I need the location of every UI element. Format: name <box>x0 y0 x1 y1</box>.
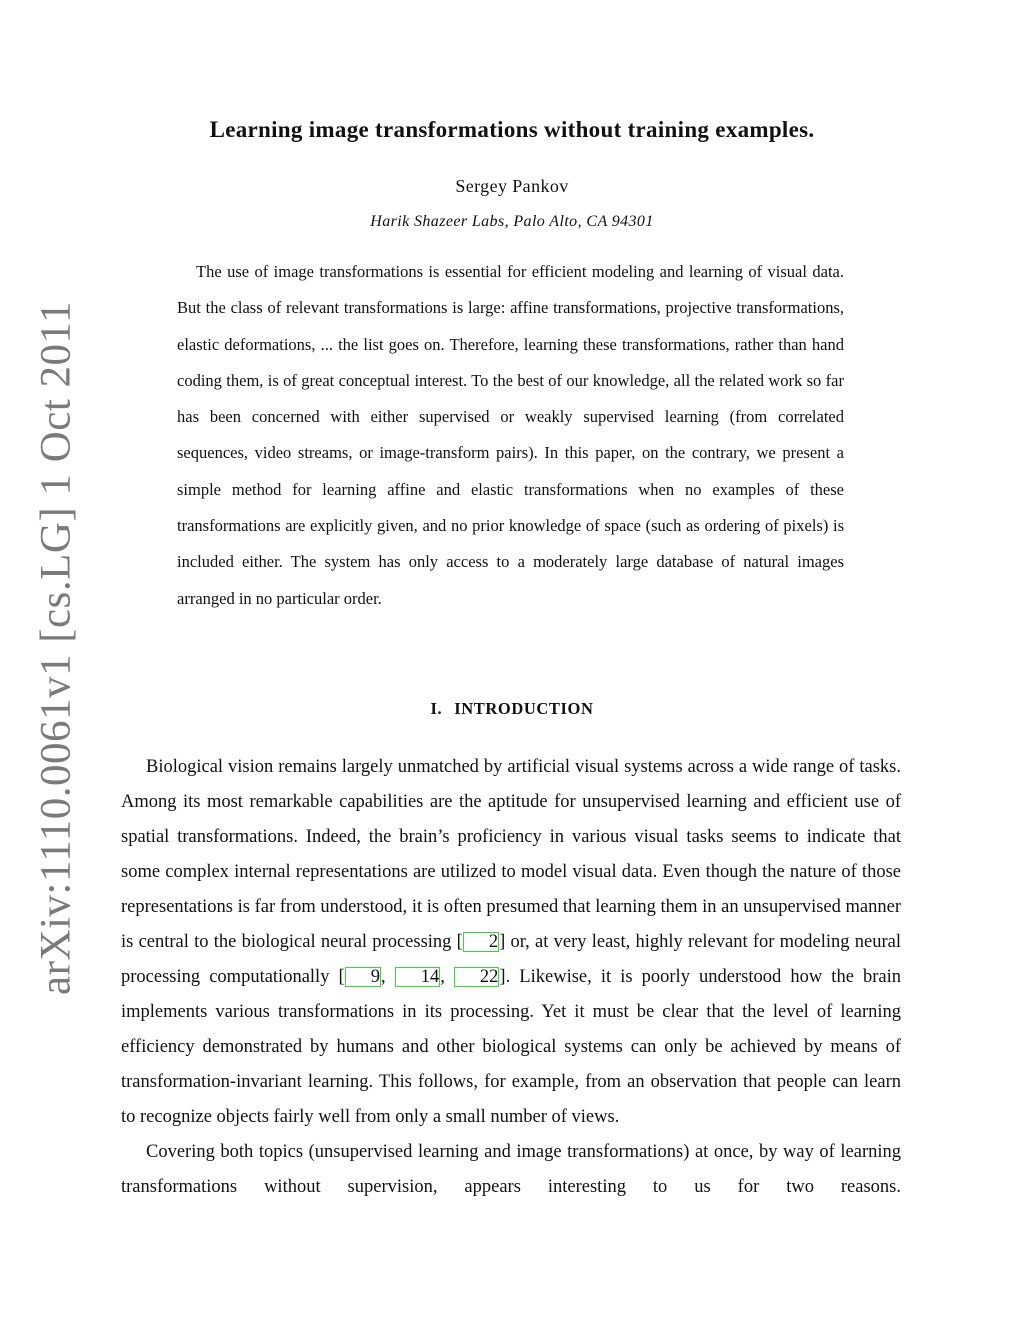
section-heading <box>0 699 1024 719</box>
abstract <box>177 254 844 617</box>
author-affiliation: Harik Shazeer Labs, Palo Alto, CA 94301 <box>370 213 654 230</box>
intro-paragraph-2: Covering both topics (unsupervised learning and image transformations) at once, by way of learning transformations without supervision, appears interesting to us for two reasons. <box>121 1142 901 1197</box>
citation-link-14[interactable]: 14 <box>395 967 441 987</box>
author-name: Sergey Pankov <box>455 176 569 196</box>
section-title: INTRODUCTION <box>454 699 594 718</box>
intro-text-segment: Biological vision remains largely unmatched by artificial visual systems across a wide range of tasks. Among its most remarkable capabilities are the aptitude for unsupervised learning and efficient use of spatial transformations. Indeed, the brain’s proficiency in various visual tasks seems to indicate that some complex internal representations are utilized to model visual data. Even though the nature of those representations is far from understood, it is often presumed that learning them in an unsupervised manner is central to the biological neural processing <box>121 757 901 952</box>
intro-paragraph-1 <box>121 750 901 1135</box>
paper-title: Learning image transformations without training examples. <box>209 117 815 142</box>
citation-separator: , <box>380 967 395 987</box>
abstract-text: The use of image transformations is essential for efficient modeling and learning of visual data. But the class of relevant transformations is large: affine transformations, projective transformations, elastic deformations, ... the list goes on. Therefore, learning these transformations, rather than hand coding them, is of great conceptual interest. To the best of our knowledge, all the related work so far has been concerned with either supervised or weakly supervised learning (from correlated sequences, video streams, or image-transform pairs). In this paper, on the contrary, we present a simple method for learning affine and elastic transformations when no examples of these transformations are explicitly given, and no prior knowledge of space (such as ordering of pixels) is included either. The system has only access to a moderately large database of natural images arranged in no particular order. <box>177 262 844 608</box>
citation-link-9[interactable]: 9 <box>345 967 381 987</box>
intro-text-segment: ]. Likewise, it is poorly understood how the brain implements various transformations in its processing. Yet it must be clear that the level of learning efficiency demonstrated by humans and other biological systems can only be achieved by means of transformation-invariant learning. This follows, for example, from an observation that people can learn to recognize objects fairly well from only a small number of views. <box>121 967 902 1127</box>
intro-text-segment: or, at very least, highly relevant for modeling neural processing computationally [ <box>121 932 902 987</box>
bracket-open: [ <box>456 932 463 952</box>
arxiv-identifier-stamp: arXiv:1110.0061v1 [cs.LG] 1 Oct 2011 <box>32 301 80 995</box>
introduction-body <box>121 750 901 1205</box>
citation-separator: , <box>440 967 454 987</box>
bracket-close: ] <box>499 932 506 952</box>
citation-link-22[interactable]: 22 <box>454 967 500 987</box>
section-number: I. <box>430 699 443 718</box>
citation-link-2[interactable]: 2 <box>463 932 499 952</box>
